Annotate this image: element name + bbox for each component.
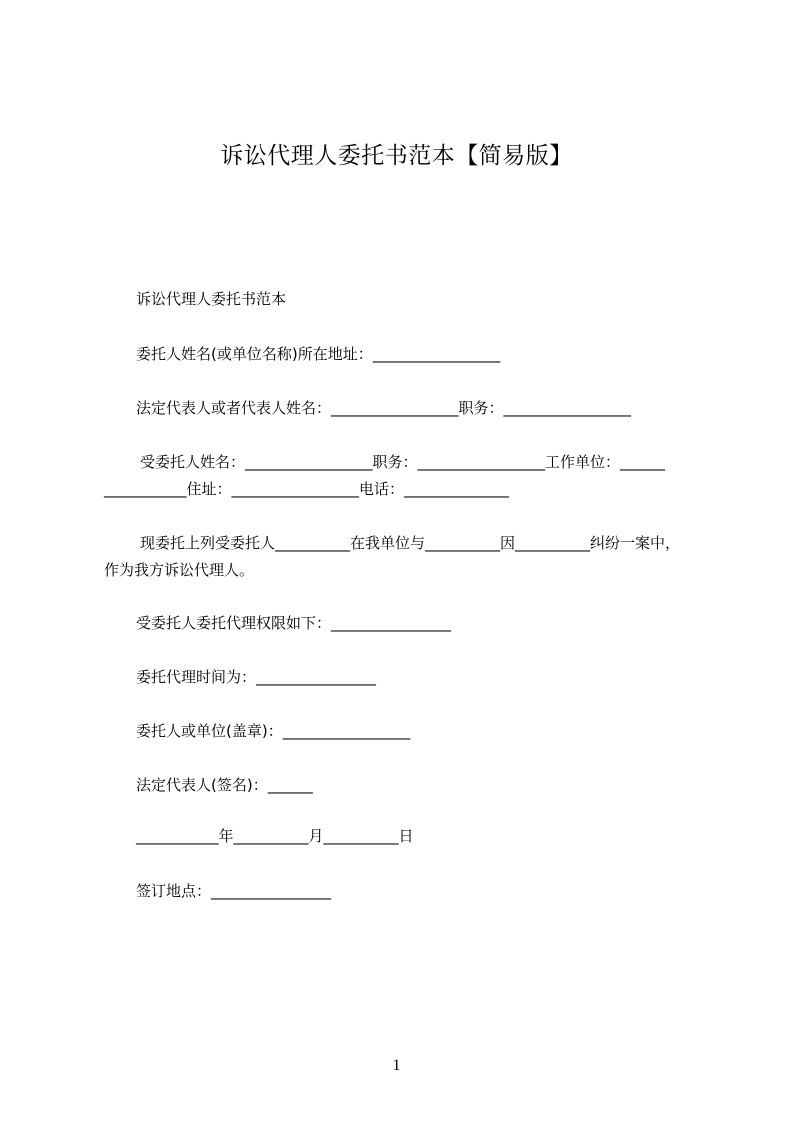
signing-place-line: 签订地点：________________ xyxy=(136,882,332,900)
legal-rep-signature-line: 法定代表人(签名)：______ xyxy=(136,776,313,794)
page-number: 1 xyxy=(392,1057,401,1074)
legal-representative-line: 法定代表人或者代表人姓名：_________________职务：_________________ xyxy=(136,399,632,417)
document-subtitle: 诉讼代理人委托书范本 xyxy=(136,290,287,308)
date-line: ___________年__________月__________日 xyxy=(136,827,414,845)
entrustment-period-line: 委托代理时间为：________________ xyxy=(136,668,377,686)
authority-scope-line: 受委托人委托代理权限如下：________________ xyxy=(136,614,452,632)
client-seal-line: 委托人或单位(盖章)：_________________ xyxy=(136,722,411,740)
client-name-address-line: 委托人姓名(或单位名称)所在地址：_________________ xyxy=(136,345,501,363)
entrustment-line-1: 现委托上列受委托人__________在我单位与__________因__________纠纷一案中， xyxy=(140,534,681,552)
document-title: 诉讼代理人委托书范本【简易版】 xyxy=(220,143,573,169)
agent-info-line-1: 受委托人姓名：_________________职务：_________________工作单位：______ xyxy=(140,453,666,471)
agent-info-line-2: ___________住址：_________________电话：______________ xyxy=(104,480,510,498)
entrustment-line-2: 作为我方诉讼代理人。 xyxy=(104,561,255,579)
